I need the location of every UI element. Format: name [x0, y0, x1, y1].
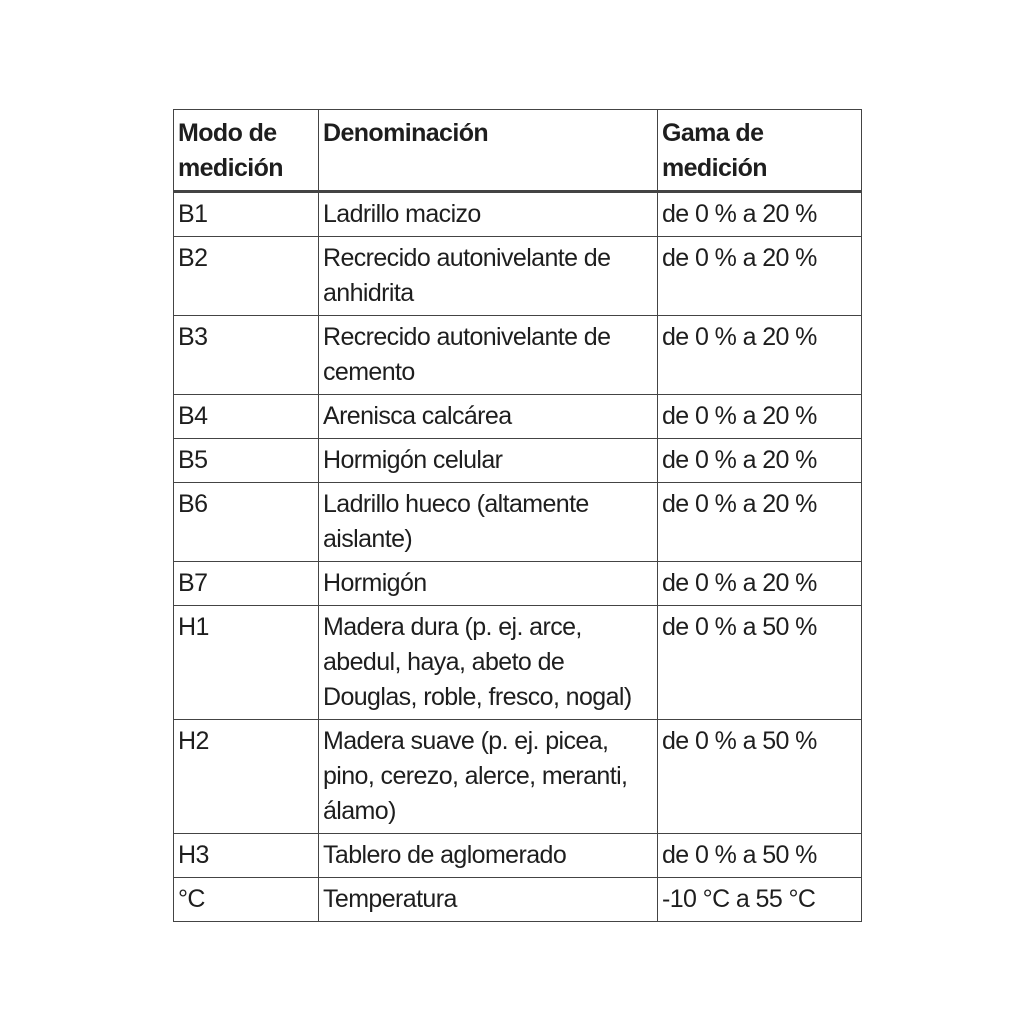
cell-range: de 0 % a 20 % — [658, 439, 862, 483]
table-row — [174, 878, 862, 922]
cell-denomination: Temperatura — [319, 878, 658, 922]
measurement-mode-table-container — [173, 109, 861, 922]
header-measurement-range: Gama de medición — [658, 110, 862, 192]
cell-range: de 0 % a 50 % — [658, 720, 862, 834]
cell-mode: °C — [174, 878, 319, 922]
cell-range: de 0 % a 50 % — [658, 606, 862, 720]
cell-range: de 0 % a 20 % — [658, 562, 862, 606]
cell-denomination: Hormigón — [319, 562, 658, 606]
cell-denomination: Hormigón celular — [319, 439, 658, 483]
cell-range: de 0 % a 20 % — [658, 237, 862, 316]
cell-mode: B2 — [174, 237, 319, 316]
cell-denomination: Recrecido autonivelante de cemento — [319, 316, 658, 395]
table-row — [174, 237, 862, 316]
table-row — [174, 834, 862, 878]
cell-mode: B1 — [174, 192, 319, 237]
table-row — [174, 606, 862, 720]
header-denomination: Denominación — [319, 110, 658, 192]
cell-mode: H1 — [174, 606, 319, 720]
measurement-mode-table — [173, 109, 862, 922]
table-row — [174, 395, 862, 439]
cell-range: de 0 % a 20 % — [658, 316, 862, 395]
cell-range: -10 °C a 55 °C — [658, 878, 862, 922]
cell-range: de 0 % a 20 % — [658, 395, 862, 439]
cell-mode: B4 — [174, 395, 319, 439]
cell-denomination: Ladrillo macizo — [319, 192, 658, 237]
table-header-row — [174, 110, 862, 192]
table-row — [174, 192, 862, 237]
table-row — [174, 562, 862, 606]
cell-mode: H2 — [174, 720, 319, 834]
table-row — [174, 483, 862, 562]
cell-mode: B7 — [174, 562, 319, 606]
table-row — [174, 316, 862, 395]
cell-mode: H3 — [174, 834, 319, 878]
cell-denomination: Tablero de aglomerado — [319, 834, 658, 878]
cell-mode: B3 — [174, 316, 319, 395]
cell-range: de 0 % a 20 % — [658, 192, 862, 237]
cell-denomination: Arenisca calcárea — [319, 395, 658, 439]
cell-denomination: Recrecido autonivelante de anhidrita — [319, 237, 658, 316]
cell-denomination: Madera suave (p. ej. picea, pino, cerezo, alerce, meranti, álamo) — [319, 720, 658, 834]
cell-mode: B5 — [174, 439, 319, 483]
cell-denomination: Ladrillo hueco (altamente aislante) — [319, 483, 658, 562]
table-row — [174, 439, 862, 483]
cell-mode: B6 — [174, 483, 319, 562]
table-row — [174, 720, 862, 834]
cell-range: de 0 % a 20 % — [658, 483, 862, 562]
cell-denomination: Madera dura (p. ej. arce, abedul, haya, abeto de Douglas, roble, fresco, nogal) — [319, 606, 658, 720]
header-measurement-mode: Modo de medición — [174, 110, 319, 192]
cell-range: de 0 % a 50 % — [658, 834, 862, 878]
